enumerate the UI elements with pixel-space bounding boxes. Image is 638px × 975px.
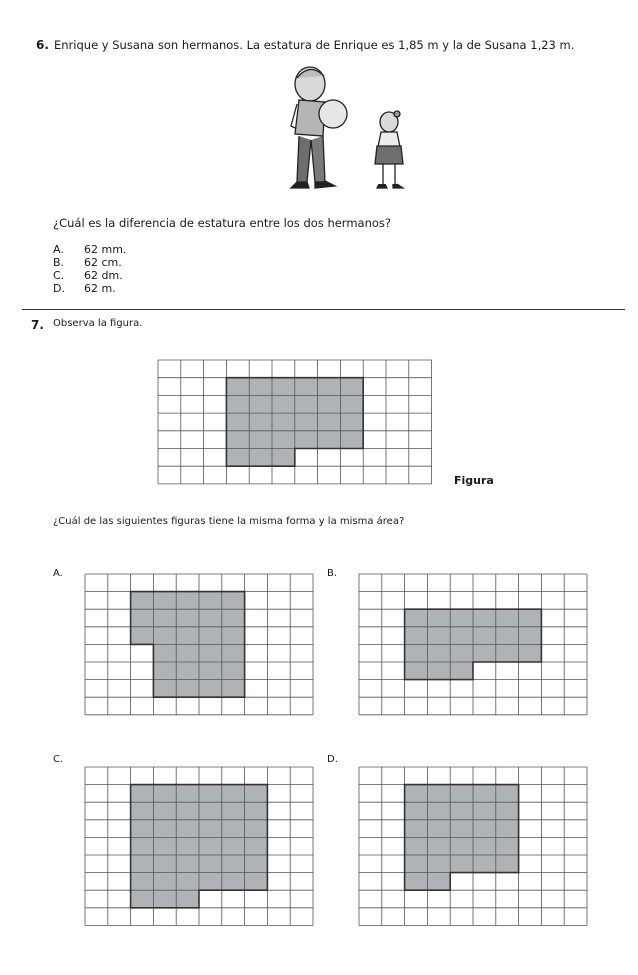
option-7b-label: B. bbox=[327, 568, 338, 579]
option-d-grid bbox=[359, 767, 587, 926]
siblings-illustration bbox=[285, 64, 415, 196]
section-divider bbox=[22, 309, 625, 310]
option-b-grid bbox=[359, 574, 587, 715]
question-6-text: Enrique y Susana son hermanos. La estatura de Enrique es 1,85 m y la de Susana 1,23 m. bbox=[54, 38, 575, 52]
question-6-number: 6. bbox=[36, 38, 49, 52]
option-7c-label: C. bbox=[53, 754, 64, 765]
option-6a: A. 62 mm. bbox=[53, 243, 127, 256]
figure-label: Figura bbox=[454, 474, 494, 487]
option-6d: D. 62 m. bbox=[53, 282, 116, 295]
question-7-text: Observa la figura. bbox=[53, 318, 143, 329]
question-6-prompt: ¿Cuál es la diferencia de estatura entre los dos hermanos? bbox=[53, 216, 391, 230]
option-7d-label: D. bbox=[327, 754, 338, 765]
question-7-number: 7. bbox=[31, 318, 44, 332]
option-6b: B. 62 cm. bbox=[53, 256, 122, 269]
option-a-grid bbox=[85, 574, 313, 715]
option-c-grid bbox=[85, 767, 313, 926]
main-figure-grid bbox=[158, 360, 432, 484]
question-7-prompt: ¿Cuál de las siguientes figuras tiene la misma forma y la misma área? bbox=[53, 516, 405, 527]
option-6c: C. 62 dm. bbox=[53, 269, 123, 282]
option-7a-label: A. bbox=[53, 568, 63, 579]
